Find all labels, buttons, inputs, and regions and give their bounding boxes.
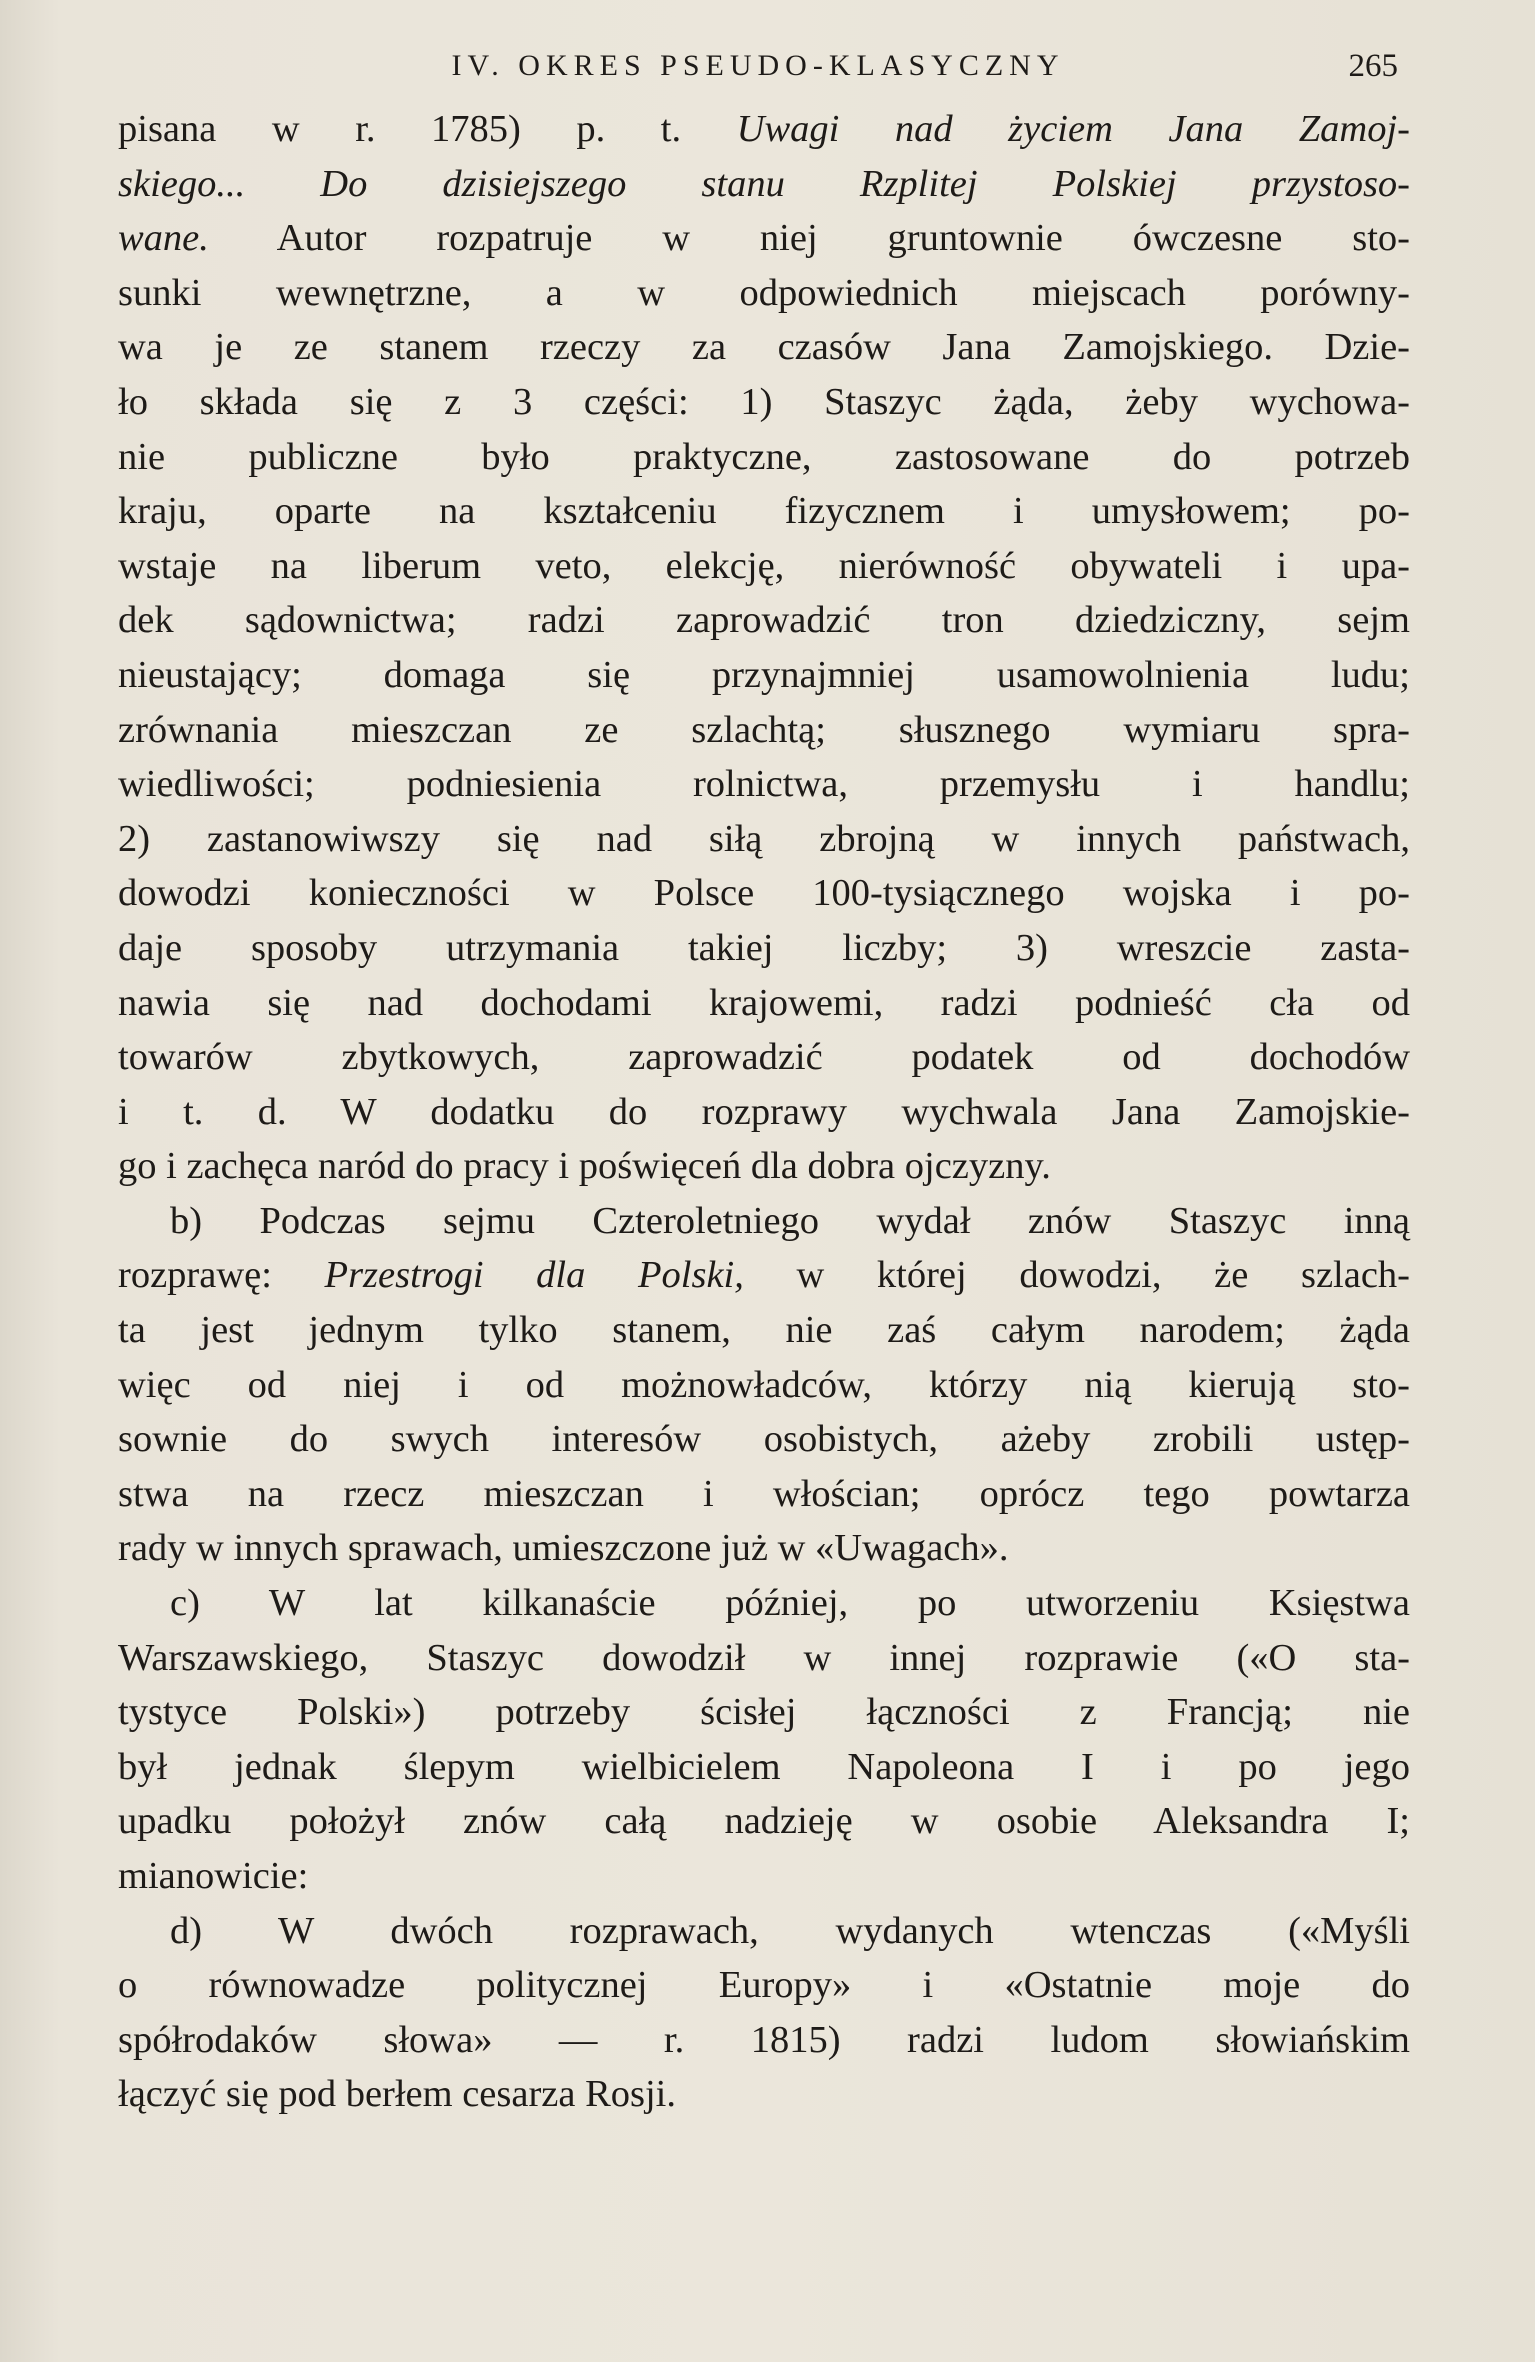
italic-title: wane.	[118, 217, 209, 260]
text-run: nawia się nad dochodami krajowemi, radzi podnieść cła od	[118, 981, 1410, 1024]
page-number: 265	[1348, 48, 1398, 84]
text-run: sownie do swych interesów osobistych, ażeby zrobili ustęp-	[118, 1418, 1410, 1461]
text-line	[118, 703, 1410, 758]
text-run: wiedliwości; podniesienia rolnictwa, przemysłu i handlu;	[118, 763, 1410, 806]
text-line	[118, 1794, 1410, 1849]
text-line	[118, 211, 1410, 266]
running-head: IV. OKRES PSEUDO-KLASYCZNY	[451, 49, 1065, 82]
text-line	[118, 430, 1410, 485]
text-line	[118, 976, 1410, 1031]
text-run: sunki wewnętrzne, a w odpowiednich miejscach porówny-	[118, 271, 1410, 314]
text-line	[118, 921, 1410, 976]
text-run: zrównania mieszczan ze szlachtą; słusznego wymiaru spra-	[118, 708, 1410, 751]
text-line	[118, 757, 1410, 812]
text-line	[118, 1904, 1410, 1959]
text-line	[118, 1958, 1410, 2013]
text-run: upadku położył znów całą nadzieję w osobie Aleksandra I;	[118, 1800, 1410, 1843]
text-line	[118, 1521, 1410, 1576]
page-header	[118, 36, 1398, 96]
text-line	[118, 1085, 1410, 1140]
text-line	[118, 593, 1410, 648]
text-line	[118, 2013, 1410, 2068]
text-line	[118, 1194, 1410, 1249]
text-line	[118, 1740, 1410, 1795]
text-run: c) W lat kilkanaście później, po utworzeniu Księstwa	[170, 1582, 1410, 1625]
text-run: spółrodaków słowa» — r. 1815) radzi ludom słowiańskim	[118, 2018, 1410, 2061]
text-run: tystyce Polski») potrzeby ścisłej łączności z Francją; nie	[118, 1691, 1410, 1734]
text-line	[118, 1030, 1410, 1085]
text-line	[118, 1412, 1410, 1467]
text-line	[118, 266, 1410, 321]
text-line	[118, 1248, 1410, 1303]
text-line	[118, 375, 1410, 430]
italic-title: skiego... Do dzisiejszego stanu Rzplitej Polskiej przystoso-	[118, 162, 1410, 205]
text-line	[118, 157, 1410, 212]
text-run: i t. d. W dodatku do rozprawy wychwala Jana Zamojskie-	[118, 1090, 1410, 1133]
text-run: kraju, oparte na kształceniu fizycznem i umysłowem; po-	[118, 490, 1410, 533]
text-line	[118, 1358, 1410, 1413]
text-run: d) W dwóch rozprawach, wydanych wtenczas («Myśli	[170, 1909, 1410, 1952]
text-run: łączyć się pod berłem cesarza Rosji.	[118, 2073, 677, 2116]
text-run: ło składa się z 3 części: 1) Staszyc żąda, żeby wychowa-	[118, 380, 1410, 423]
text-run: ta jest jednym tylko stanem, nie zaś całym narodem; żąda	[118, 1309, 1410, 1352]
text-line	[118, 1576, 1410, 1631]
text-line	[118, 320, 1410, 375]
text-line	[118, 1685, 1410, 1740]
text-run: rozprawę:	[118, 1254, 325, 1297]
text-run: Warszawskiego, Staszyc dowodził w innej rozprawie («O sta-	[118, 1636, 1410, 1679]
text-run: więc od niej i od możnowładców, którzy nią kierują sto-	[118, 1363, 1410, 1406]
text-run: towarów zbytkowych, zaprowadzić podatek od dochodów	[118, 1036, 1410, 1079]
text-line	[118, 484, 1410, 539]
text-line	[118, 866, 1410, 921]
text-run: wstaje na liberum veto, elekcję, nierówność obywateli i upa-	[118, 544, 1410, 587]
body-text	[118, 102, 1410, 2122]
text-run: rady w innych sprawach, umieszczone już w «Uwagach».	[118, 1527, 1009, 1570]
text-line	[118, 2067, 1410, 2122]
text-run: nieustający; domaga się przynajmniej usamowolnienia ludu;	[118, 653, 1410, 696]
text-line	[118, 1631, 1410, 1686]
text-run: o równowadze politycznej Europy» i «Ostatnie moje do	[118, 1964, 1410, 2007]
text-run: dek sądownictwa; radzi zaprowadzić tron dziedziczny, sejm	[118, 599, 1410, 642]
text-line	[118, 648, 1410, 703]
text-run: w której dowodzi, że szlach-	[743, 1254, 1411, 1297]
text-run: 2) zastanowiwszy się nad siłą zbrojną w innych państwach,	[118, 817, 1410, 860]
text-run: stwa na rzecz mieszczan i włościan; oprócz tego powtarza	[118, 1472, 1410, 1515]
text-run: wa je ze stanem rzeczy za czasów Jana Zamojskiego. Dzie-	[118, 326, 1410, 369]
italic-title: Uwagi nad życiem Jana Zamoj-	[736, 108, 1411, 150]
text-line	[118, 1849, 1410, 1904]
text-run: nie publiczne było praktyczne, zastosowane do potrzeb	[118, 435, 1410, 478]
text-run: mianowicie:	[118, 1855, 309, 1897]
text-line	[118, 539, 1410, 594]
italic-title: Przestrogi dla Polski,	[324, 1254, 744, 1297]
text-line	[118, 1139, 1410, 1194]
text-line	[118, 102, 1410, 157]
text-run: Autor rozpatruje w niej gruntownie ówczesne sto-	[208, 217, 1410, 260]
text-run: go i zachęca naród do pracy i poświęceń dla dobra ojczyzny.	[118, 1145, 1051, 1188]
text-line	[118, 1467, 1410, 1522]
text-line	[118, 1303, 1410, 1358]
text-run: daje sposoby utrzymania takiej liczby; 3) wreszcie zasta-	[118, 926, 1410, 969]
text-run: b) Podczas sejmu Czteroletniego wydał znów Staszyc inną	[170, 1199, 1410, 1242]
text-run: był jednak ślepym wielbicielem Napoleona I i po jego	[118, 1745, 1410, 1788]
text-run: pisana w r. 1785) p. t.	[118, 108, 737, 150]
text-run: dowodzi konieczności w Polsce 100-tysiącznego wojska i po-	[118, 872, 1410, 915]
text-line	[118, 812, 1410, 867]
